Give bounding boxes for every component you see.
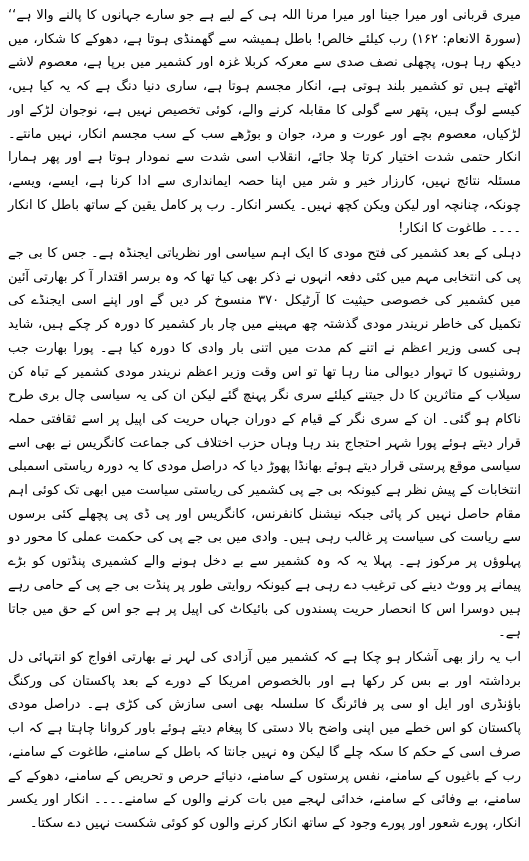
article-paragraph-2: دہلی کے بعد کشمیر کی فتح مودی کا ایک اہم سیاسی اور نظریاتی ایجنڈہ ہے۔ جس کا بی جے پی کی انتخابی مہم میں کئی دفعہ انہوں نے ذکر بھی کیا تھا کہ وہ برسر اقتدار آ کر بھارتی آئین میں کشمیر کی خصوصی حیثیت کا آرٹیکل ۳۷۰ منسوخ کر دیں گے اور اپنے اسی ایجنڈے کی تکمیل کی خاطر نریندر مودی گذشتہ چھ مہینے میں چار بار کشمیر کا دورہ کر چکے ہیں، شاید ہی کسی وزیر اعظم نے اتنے کم مدت میں اتنی بار وادی کا دورہ کیا ہے۔ پورا بھارت جب روشنیوں کا تہوار دیوالی منا رہا تھا تو اس وقت وزیر اعظم نریندر مودی کشمیر کے تباہ کن سیلاب کے متاثرین کا دل جیتنے کیلئے سری نگر پہنچ گئے لیکن ان کی یہ سیاسی چال بری طرح ناکام ہو گئی۔ ان کے سری نگر کے قیام کے دوران جہاں حریت کی اپیل پر اسے ثقافتی حملہ قرار دیتے ہوئے پورا شہر احتجاج بند رہا وہاں حزب اختلاف کی جماعت کانگریس نے بھی اسے سیاسی موقع پرستی قرار دیتے ہوئے بھانڈا پھوڑ دیا کہ دراصل مودی کا یہ دورہ ریاستی اسمبلی انتخابات کے پیش نظر ہے کیونکہ بی جے پی کشمیر کی ریاستی سیاست میں ابھی تک کوئی اہم مقام حاصل نہیں کر پائی جبکہ نیشنل کانفرنس، کانگریس اور پی ڈی پی پچھلے کئی برسوں سے ریاست کی سیاست پر غالب رہی ہیں۔ وادی میں بی جے پی کی حکمت عملی کا محور دو پہلوؤں پر مرکوز ہے۔ پہلا یہ کہ وہ کشمیر سے بے دخل ہونے والے کشمیری پنڈتوں کو بڑے پیمانے پر ووٹ دینے کی ترغیب دے رہی ہے کیونکہ روایتی طور پر پنڈت بی جے پی کے حامی رہے ہیں دوسرا اس کا انحصار حریت پسندوں کی بائیکاٹ کی اپیل پر ہے جو اس کے حق میں جاتا ہے۔ [8, 246, 521, 641]
article-paragraph-3: اب یہ راز بھی آشکار ہو چکا ہے کہ کشمیر میں آزادی کی لہر نے بھارتی افواج کو انتہائی دل برداشتہ اور بے بس کر رکھا ہے اور بالخصوص امریکا کے دورے کے بعد پاکستان کی ورکنگ باؤنڈری اور ایل او سی پر فائرنگ کا سلسلہ بھی اسی سازش کی کڑی ہے۔ دراصل مودی پاکستان کو اس خطے میں اپنی واضح بالا دستی کا پیغام دیتے ہوئے باور کروانا چاہتا ہے کہ اب صرف اسی کے حکم کا سکہ چلے گا لیکن وہ نہیں جانتا کہ باطل کے سامنے، طاغوت کے سامنے، رب کے باغیوں کے سامنے، نفس پرستوں کے سامنے، دنیائے حرص و تحریص کے سامنے، دھوکے کے سامنے، بے وفائی کے سامنے، خدائی لہجے میں بات کرنے والوں کے سامنے۔۔۔۔ انکار اور یکسر انکار، پورے شعور اور پورے وجود کے ساتھ انکار کرنے والوں کو کوئی شکست نہیں دے سکتا۔ [8, 649, 521, 831]
urdu-article-body [8, 4, 521, 836]
article-paragraph-1: میری قربانی اور میرا جینا اور میرا مرنا اللہ ہی کے لیے ہے جو سارے جہانوں کا پالنے والا ہے‘‘ (سورۃ الانعام: ۱۶۲) رب کیلئے خالص! باطل ہمیشہ سے گھمنڈی ہوتا ہے، دھوکے کا شکار، میں دیکھ رہا ہوں، پچھلی نصف صدی سے معرکہ کربلا غزہ اور کشمیر میں برپا ہے، معصوم لاشے اٹھتے ہیں تو کشمیر بلند ہوتی ہے، انکار مجسم ہوتا ہے، ساری دنیا دنگ ہے کہ یہ کیا ہیں، کیسے لوگ ہیں، پتھر سے گولی کا مقابلہ کرنے والے، کوئی تخصیص نہیں ہے، نوجوان لڑکے اور لڑکیاں، معصوم بچے اور عورت و مرد، جوان و بوڑھے سب کے سب مجسم انکار، نہیں مانتے۔ انکار حتمی شدت اختیار کرتا چلا جائے، انقلاب اسی شدت سے نمودار ہوتا ہے اور پھر ہمارا مسئلہ نتائج نہیں، کارزار خیر و شر میں اپنا حصہ ایمانداری سے ادا کرنا ہے، ایسے، ویسے، چونکہ، چنانچہ اور لیکن ویکن کچھ نہیں۔ یکسر انکار۔ رب پر کامل یقین کے ساتھ باطل کا انکار ۔۔۔۔ طاغوت کا انکار! [8, 8, 521, 237]
